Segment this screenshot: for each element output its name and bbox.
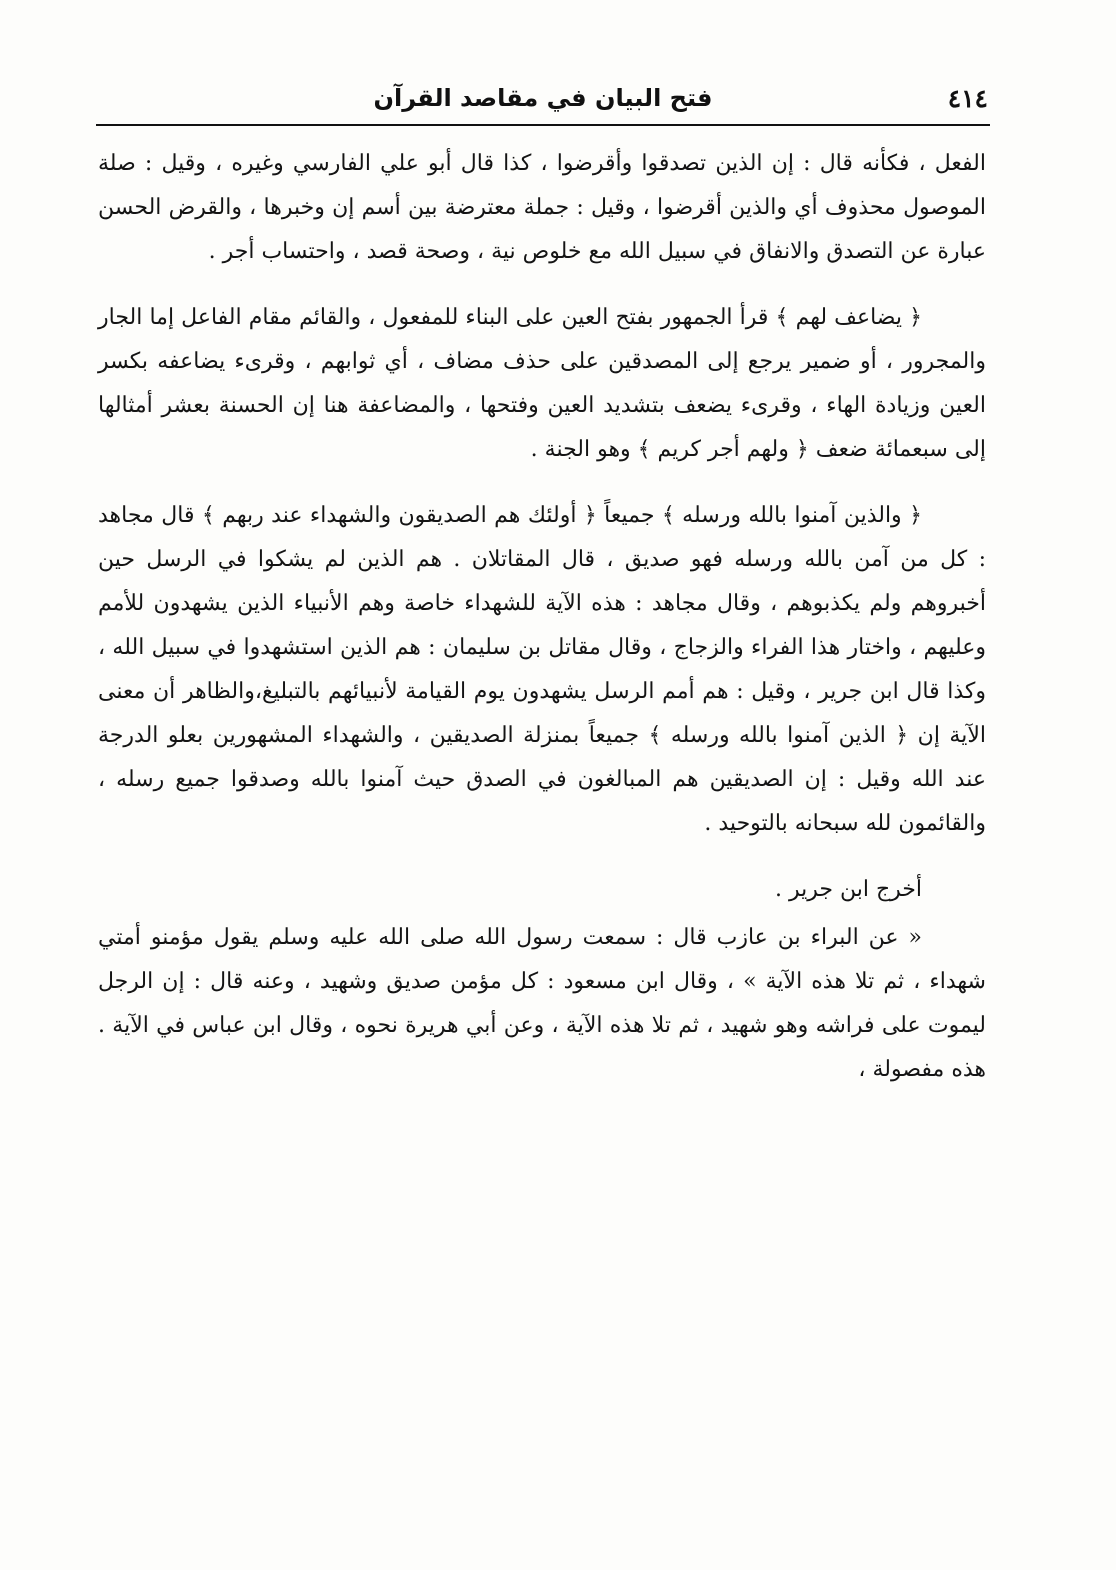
running-title: فتح البيان في مقاصد القرآن — [373, 84, 713, 112]
header-rule — [96, 124, 990, 126]
paragraph-3: ﴿ والذين آمنوا بالله ورسله ﴾ جميعاً ﴿ أولئك هم الصديقون والشهداء عند ربهم ﴾ قال مجاهد : كل من آمن بالله ورسله فهو صديق ، قال المقاتلان . هم الذين لم يشكوا في الرسل حين أخبروهم ولم يكذبوهم ، وقال مجاهد : هذه الآية للشهداء خاصة وهم الأنبياء الذين يشهدون للأمم وعليهم ، واختار هذا الفراء والزجاج ، وقال مقاتل بن سليمان : هم الذين استشهدوا في سبيل الله ، وكذا قال ابن جرير ، وقيل : هم أمم الرسل يشهدون يوم القيامة لأنبيائهم بالتبليغ،والظاهر أن معنى الآية إن ﴿ الذين آمنوا بالله ورسله ﴾ جميعاً بمنزلة الصديقين ، والشهداء المشهورين بعلو الدرجة عند الله وقيل : إن الصديقين هم المبالغون في الصدق حيث آمنوا بالله وصدقوا جميع رسله ، والقائمون لله سبحانه بالتوحيد . — [98, 503, 986, 836]
paragraph-4: أخرج ابن جرير . — [774, 877, 922, 902]
paragraph-5: « عن البراء بن عازب قال : سمعت رسول الله صلى الله عليه وسلم يقول مؤمنو أمتي شهداء ، ثم تلا هذه الآية » ، وقال ابن مسعود : كل مؤمن صديق وشهيد ، وعنه قال : إن الرجل ليموت على فراشه وهو شهيد ، ثم تلا هذه الآية ، وعن أبي هريرة نحوه ، وقال ابن عباس في الآية . هذه مفصولة ، — [98, 925, 986, 1082]
page-header — [98, 70, 988, 128]
paragraph-1: الفعل ، فكأنه قال : إن الذين تصدقوا وأقرضوا ، كذا قال أبو علي الفارسي وغيره ، وقيل : صلة الموصول محذوف أي والذين أقرضوا ، وقيل : جملة معترضة بين أسم إن وخبرها ، والقرض الحسن عبارة عن التصدق والانفاق في سبيل الله مع خلوص نية ، وصحة قصد ، واحتساب أجر . — [98, 151, 986, 264]
body-text — [98, 142, 986, 1114]
paragraph-2: ﴿ يضاعف لهم ﴾ قرأ الجمهور بفتح العين على البناء للمفعول ، والقائم مقام الفاعل إما الجار والمجرور ، أو ضمير يرجع إلى المصدقين على حذف مضاف ، أي ثوابهم ، وقرىء يضاعفه بكسر العين وزيادة الهاء ، وقرىء يضعف بتشديد العين وفتحها ، والمضاعفة هنا إن الحسنة بعشر أمثالها إلى سبعمائة ضعف ﴿ ولهم أجر كريم ﴾ وهو الجنة . — [98, 305, 986, 462]
page-number: ٤١٤ — [947, 84, 988, 113]
